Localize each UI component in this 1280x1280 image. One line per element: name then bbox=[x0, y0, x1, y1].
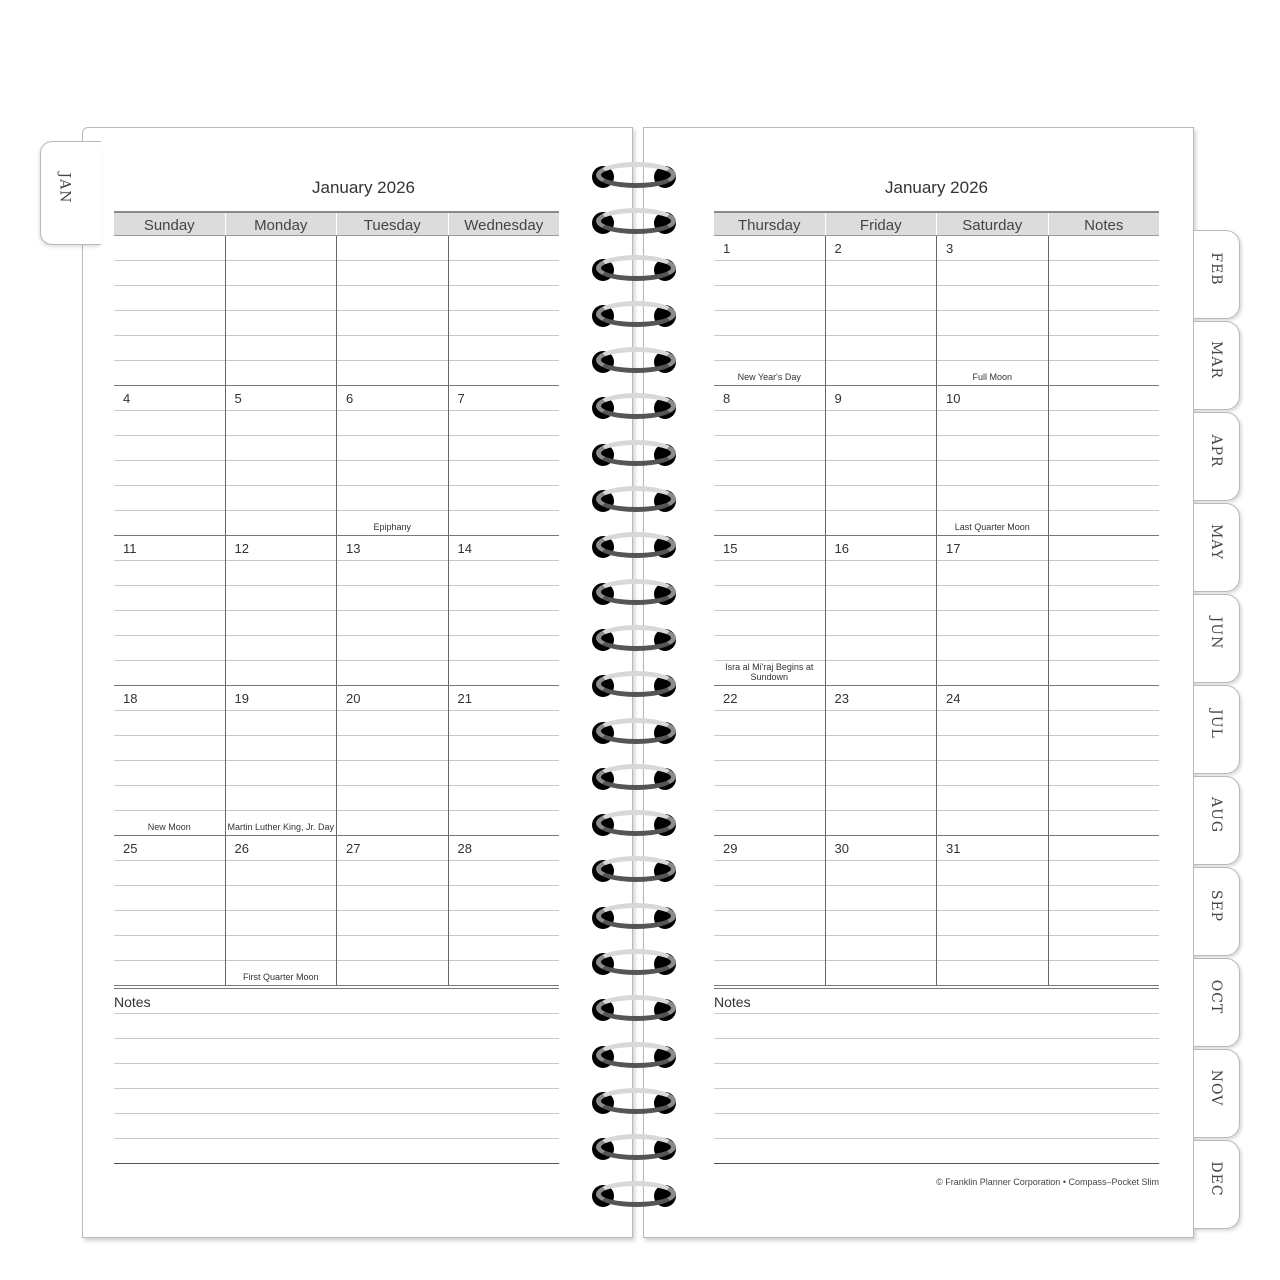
week-row bbox=[114, 236, 559, 386]
day-cell[interactable] bbox=[825, 386, 937, 535]
tab-label: OCT bbox=[1208, 979, 1224, 1015]
tab-sep[interactable] bbox=[1194, 867, 1240, 956]
day-cell[interactable] bbox=[225, 836, 337, 985]
day-cell[interactable] bbox=[114, 836, 225, 985]
notes-label: Notes bbox=[114, 994, 155, 1010]
tab-jan[interactable] bbox=[40, 141, 101, 245]
week-row bbox=[714, 236, 1159, 386]
page-title-right: January 2026 bbox=[884, 178, 989, 197]
day-number: 11 bbox=[123, 541, 137, 556]
day-number: 13 bbox=[346, 541, 361, 556]
day-number: 10 bbox=[946, 391, 961, 406]
day-number: 9 bbox=[834, 391, 842, 406]
binding-ring bbox=[590, 299, 685, 345]
day-cell[interactable] bbox=[225, 386, 337, 535]
weekday-label: Monday bbox=[225, 213, 337, 235]
day-cell[interactable] bbox=[114, 236, 225, 385]
week-row bbox=[114, 386, 559, 536]
day-number: 31 bbox=[946, 841, 961, 856]
month-tabs bbox=[1194, 230, 1240, 1231]
tab-mar[interactable] bbox=[1194, 321, 1240, 410]
binding-ring bbox=[590, 160, 685, 206]
tab-apr[interactable] bbox=[1194, 412, 1240, 501]
tab-oct[interactable] bbox=[1194, 958, 1240, 1047]
binding-ring bbox=[590, 484, 685, 530]
week-row bbox=[714, 836, 1159, 986]
tab-label: MAR bbox=[1208, 341, 1224, 379]
day-cell[interactable] bbox=[448, 236, 560, 385]
day-number: 30 bbox=[834, 841, 849, 856]
page-title-left: January 2026 bbox=[311, 178, 416, 197]
day-cell[interactable] bbox=[336, 386, 448, 535]
binding-ring bbox=[590, 716, 685, 762]
tab-label: JAN bbox=[56, 172, 73, 204]
binding-ring bbox=[590, 1086, 685, 1132]
notes-column-cell[interactable] bbox=[1048, 536, 1160, 685]
notes-column-cell[interactable] bbox=[1048, 236, 1160, 385]
weekday-label: Saturday bbox=[936, 213, 1048, 235]
day-cell[interactable] bbox=[225, 686, 337, 835]
notes-column-cell[interactable] bbox=[1048, 686, 1160, 835]
day-event: Isra al Mi'raj Begins at Sundown bbox=[725, 662, 814, 682]
copyright-footer: © Franklin Planner Corporation • Compass–Pocket Slim bbox=[936, 1177, 1159, 1187]
weekday-label: Tuesday bbox=[336, 213, 448, 235]
right-weekday-header bbox=[714, 211, 1159, 236]
tab-aug[interactable] bbox=[1194, 776, 1240, 865]
left-weekday-header bbox=[114, 211, 559, 236]
day-number: 3 bbox=[946, 241, 954, 256]
notes-column-cell[interactable] bbox=[1048, 386, 1160, 535]
week-row bbox=[114, 836, 559, 986]
day-number: 14 bbox=[457, 541, 472, 556]
week-row bbox=[114, 686, 559, 836]
binding-ring bbox=[590, 253, 685, 299]
weekday-label: Wednesday bbox=[448, 213, 560, 235]
day-event: Full Moon bbox=[972, 372, 1012, 382]
binding-ring bbox=[590, 669, 685, 715]
tab-jul[interactable] bbox=[1194, 685, 1240, 774]
day-number: 28 bbox=[457, 841, 472, 856]
right-calendar-grid bbox=[714, 211, 1159, 986]
day-cell[interactable] bbox=[448, 836, 560, 985]
binding-ring bbox=[590, 530, 685, 576]
day-number: 23 bbox=[834, 691, 849, 706]
day-event: Epiphany bbox=[373, 522, 412, 532]
left-calendar-grid bbox=[114, 211, 559, 986]
day-number: 6 bbox=[346, 391, 354, 406]
tab-dec[interactable] bbox=[1194, 1140, 1240, 1229]
week-row bbox=[714, 386, 1159, 536]
day-cell[interactable] bbox=[936, 386, 1048, 535]
day-cell[interactable] bbox=[336, 536, 448, 685]
day-number: 8 bbox=[723, 391, 731, 406]
day-number: 27 bbox=[346, 841, 361, 856]
spiral-binding bbox=[590, 160, 685, 1225]
tab-label: SEP bbox=[1208, 889, 1224, 923]
day-cell[interactable] bbox=[936, 836, 1048, 985]
left-page bbox=[82, 127, 633, 1238]
binding-ring bbox=[590, 762, 685, 808]
day-cell[interactable] bbox=[714, 836, 825, 985]
day-number: 18 bbox=[123, 691, 138, 706]
day-number: 22 bbox=[723, 691, 738, 706]
weekday-label: Notes bbox=[1048, 213, 1160, 235]
tab-feb[interactable] bbox=[1194, 230, 1240, 319]
weekday-label: Thursday bbox=[737, 217, 801, 234]
weekday-label: Friday bbox=[825, 213, 937, 235]
week-row bbox=[714, 536, 1159, 686]
day-cell[interactable] bbox=[714, 386, 825, 535]
notes-column-cell[interactable] bbox=[1048, 836, 1160, 985]
binding-ring bbox=[590, 206, 685, 252]
day-cell[interactable] bbox=[114, 386, 225, 535]
day-number: 7 bbox=[457, 391, 465, 406]
day-cell[interactable] bbox=[825, 836, 937, 985]
tab-label: APR bbox=[1208, 434, 1224, 468]
day-number: 26 bbox=[234, 841, 249, 856]
tab-label: FEB bbox=[1208, 252, 1224, 286]
day-event: First Quarter Moon bbox=[242, 972, 319, 982]
day-cell[interactable] bbox=[336, 236, 448, 385]
day-number: 2 bbox=[834, 241, 842, 256]
tab-label: AUG bbox=[1208, 796, 1224, 834]
tab-jun[interactable] bbox=[1194, 594, 1240, 683]
day-event: New Moon bbox=[147, 822, 191, 832]
day-cell[interactable] bbox=[448, 536, 560, 685]
day-cell[interactable] bbox=[336, 836, 448, 985]
right-notes-area[interactable] bbox=[714, 988, 1159, 1164]
day-cell[interactable] bbox=[825, 536, 937, 685]
day-cell[interactable] bbox=[448, 386, 560, 535]
day-number: 25 bbox=[123, 841, 138, 856]
binding-ring bbox=[590, 947, 685, 993]
day-cell[interactable] bbox=[225, 536, 337, 685]
notes-label: Notes bbox=[714, 994, 755, 1010]
binding-ring bbox=[590, 1179, 685, 1225]
day-number: 4 bbox=[123, 391, 131, 406]
day-cell[interactable] bbox=[114, 536, 225, 685]
day-cell[interactable] bbox=[225, 236, 337, 385]
binding-ring bbox=[590, 623, 685, 669]
day-cell[interactable] bbox=[448, 686, 560, 835]
day-number: 20 bbox=[346, 691, 361, 706]
week-row bbox=[114, 536, 559, 686]
day-number: 19 bbox=[234, 691, 249, 706]
tab-label: MAY bbox=[1208, 523, 1224, 561]
day-cell[interactable] bbox=[825, 686, 937, 835]
day-number: 16 bbox=[834, 541, 849, 556]
day-number: 29 bbox=[723, 841, 738, 856]
tab-label: NOV bbox=[1208, 1069, 1224, 1107]
day-event: New Year's Day bbox=[737, 372, 801, 382]
binding-ring bbox=[590, 808, 685, 854]
day-cell[interactable] bbox=[936, 536, 1048, 685]
day-cell[interactable] bbox=[936, 236, 1048, 385]
binding-ring bbox=[590, 1040, 685, 1086]
binding-ring bbox=[590, 438, 685, 484]
left-notes-area[interactable] bbox=[114, 988, 559, 1164]
binding-ring bbox=[590, 854, 685, 900]
day-number: 12 bbox=[234, 541, 249, 556]
tab-label: JUN bbox=[1208, 616, 1224, 650]
week-row bbox=[714, 686, 1159, 836]
day-event: Last Quarter Moon bbox=[954, 522, 1030, 532]
day-cell[interactable] bbox=[114, 686, 225, 835]
day-number: 15 bbox=[723, 541, 738, 556]
weekday-label: Sunday bbox=[143, 217, 195, 234]
day-number: 17 bbox=[946, 541, 961, 556]
binding-ring bbox=[590, 993, 685, 1039]
tab-label: JUL bbox=[1208, 709, 1224, 739]
day-cell[interactable] bbox=[714, 536, 825, 685]
binding-ring bbox=[590, 391, 685, 437]
day-cell[interactable] bbox=[825, 236, 937, 385]
day-number: 1 bbox=[723, 241, 731, 256]
day-number: 24 bbox=[946, 691, 961, 706]
right-page bbox=[643, 127, 1194, 1238]
tab-label: DEC bbox=[1208, 1161, 1224, 1197]
day-cell[interactable] bbox=[714, 686, 825, 835]
day-number: 21 bbox=[457, 691, 472, 706]
day-cell[interactable] bbox=[936, 686, 1048, 835]
day-cell[interactable] bbox=[336, 686, 448, 835]
tab-nov[interactable] bbox=[1194, 1049, 1240, 1138]
binding-ring bbox=[590, 577, 685, 623]
tab-may[interactable] bbox=[1194, 503, 1240, 592]
day-number: 5 bbox=[234, 391, 242, 406]
day-cell[interactable] bbox=[714, 236, 825, 385]
day-event: Martin Luther King, Jr. Day bbox=[227, 822, 335, 832]
binding-ring bbox=[590, 1132, 685, 1178]
binding-ring bbox=[590, 901, 685, 947]
binding-ring bbox=[590, 345, 685, 391]
